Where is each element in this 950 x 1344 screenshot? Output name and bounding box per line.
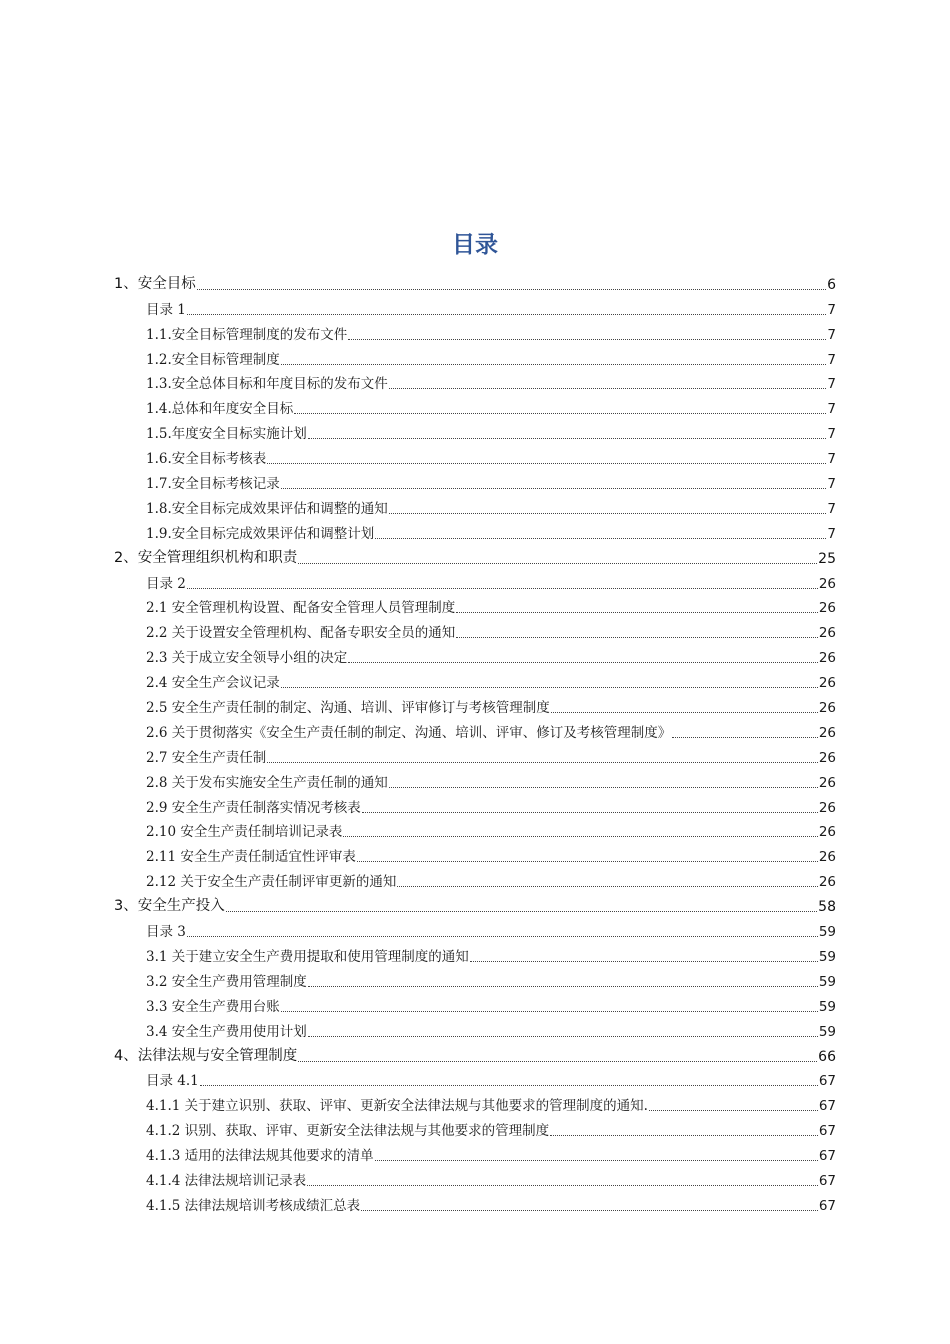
dot-leader xyxy=(389,512,827,514)
dot-leader xyxy=(375,1159,818,1161)
dot-leader xyxy=(550,1134,818,1136)
toc-page-number: 26 xyxy=(818,774,836,791)
toc-page-number: 6 xyxy=(827,276,836,293)
toc-page-number: 26 xyxy=(818,575,836,592)
toc-entry-title: 目录 4.1 xyxy=(146,1073,199,1090)
toc-entry-title: 1.7.安全目标考核记录 xyxy=(146,476,280,493)
toc-page-number: 67 xyxy=(818,1098,836,1115)
toc-page-number: 7 xyxy=(827,525,836,542)
toc-page-number: 7 xyxy=(827,301,836,318)
toc-section-entry[interactable] xyxy=(0,519,950,544)
toc-entry-title: 1.5.年度安全目标实施计划 xyxy=(146,426,307,443)
dot-leader xyxy=(281,487,827,489)
toc-entry-title: 4.1.4 法律法规培训记录表 xyxy=(146,1172,307,1189)
toc-section-entry[interactable] xyxy=(0,1091,950,1116)
dot-leader xyxy=(281,686,818,688)
toc-entry-title: 1.3.安全总体目标和年度目标的发布文件 xyxy=(146,376,388,393)
dot-leader xyxy=(361,1209,818,1211)
toc-entry-title: 1、安全目标 xyxy=(114,275,196,292)
dot-leader xyxy=(187,313,827,315)
toc-entry-title: 1.9.安全目标完成效果评估和调整计划 xyxy=(146,525,375,542)
toc-entry-title: 2.2 关于设置安全管理机构、配备专职安全员的通知 xyxy=(146,625,456,642)
toc-chapter-entry[interactable] xyxy=(0,1042,950,1067)
toc-page-number: 26 xyxy=(818,824,836,841)
toc-page-number: 67 xyxy=(818,1148,836,1165)
toc-section-entry[interactable] xyxy=(0,1017,950,1042)
dot-leader xyxy=(200,1084,818,1086)
toc-page-number: 7 xyxy=(827,376,836,393)
toc-entry-title: 目录 3 xyxy=(146,924,186,941)
toc-entry-title: 1.6.安全目标考核表 xyxy=(146,451,267,468)
toc-section-entry[interactable] xyxy=(0,370,950,395)
toc-chapter-entry[interactable] xyxy=(0,892,950,917)
toc-page-number: 26 xyxy=(818,799,836,816)
toc-page-number: 7 xyxy=(827,476,836,493)
toc-page-number: 26 xyxy=(818,874,836,891)
dot-leader xyxy=(389,387,827,389)
toc-section-entry[interactable] xyxy=(0,668,950,693)
toc-section-entry[interactable] xyxy=(0,1166,950,1191)
toc-section-entry[interactable] xyxy=(0,419,950,444)
toc-page-number: 26 xyxy=(818,724,836,741)
toc-entry-title: 2.6 关于贯彻落实《安全生产责任制的制定、沟通、培训、评审、修订及考核管理制度》 xyxy=(146,724,672,741)
toc-section-entry[interactable] xyxy=(0,917,950,942)
dot-leader xyxy=(357,860,818,862)
toc-page-number: 59 xyxy=(818,973,836,990)
toc-page-number: 26 xyxy=(818,650,836,667)
toc-section-entry[interactable] xyxy=(0,594,950,619)
toc-page-number: 26 xyxy=(818,625,836,642)
toc-entry-title: 4.1.5 法律法规培训考核成绩汇总表 xyxy=(146,1197,361,1214)
toc-entry-title: 2.1 安全管理机构设置、配备安全管理人员管理制度 xyxy=(146,600,456,617)
dot-leader xyxy=(375,537,826,539)
dot-leader xyxy=(362,811,818,813)
dot-leader xyxy=(281,1010,818,1012)
toc-section-entry[interactable] xyxy=(0,842,950,867)
dot-leader xyxy=(456,611,818,613)
toc-section-entry[interactable] xyxy=(0,643,950,668)
toc-page-number: 59 xyxy=(818,948,836,965)
toc-entry-title: 1.8.安全目标完成效果评估和调整的通知 xyxy=(146,500,388,517)
toc-page-number: 7 xyxy=(827,426,836,443)
toc-section-entry[interactable] xyxy=(0,818,950,843)
toc-entry-title: 2.10 安全生产责任制培训记录表 xyxy=(146,824,343,841)
dot-leader xyxy=(551,711,818,713)
toc-section-entry[interactable] xyxy=(0,494,950,519)
dot-leader xyxy=(308,437,827,439)
toc-section-entry[interactable] xyxy=(0,942,950,967)
toc-entry-title: 2、安全管理组织机构和职责 xyxy=(114,549,298,566)
dot-leader xyxy=(389,786,818,788)
toc-section-entry[interactable] xyxy=(0,320,950,345)
toc-page-number: 26 xyxy=(818,700,836,717)
toc-entry-title: 3.2 安全生产费用管理制度 xyxy=(146,973,307,990)
toc-page-number: 67 xyxy=(818,1123,836,1140)
toc-entry-title: 4.1.1 关于建立识别、获取、评审、更新安全法律法规与其他要求的管理制度的通知. xyxy=(146,1098,648,1115)
toc-section-entry[interactable] xyxy=(0,793,950,818)
toc-page-number: 26 xyxy=(818,675,836,692)
toc-section-entry[interactable] xyxy=(0,1116,950,1141)
toc-entry-title: 2.3 关于成立安全领导小组的决定 xyxy=(146,650,348,667)
toc-entry-title: 3.4 安全生产费用使用计划 xyxy=(146,1023,307,1040)
dot-leader xyxy=(348,661,818,663)
dot-leader xyxy=(187,935,818,937)
toc-section-entry[interactable] xyxy=(0,1067,950,1092)
dot-leader xyxy=(298,562,817,564)
toc-entry-title: 2.11 安全生产责任制适宜性评审表 xyxy=(146,849,356,866)
toc-entry-title: 4、法律法规与安全管理制度 xyxy=(114,1047,298,1064)
toc-section-entry[interactable] xyxy=(0,394,950,419)
dot-leader xyxy=(187,587,818,589)
toc-page-number: 58 xyxy=(818,899,836,916)
dot-leader xyxy=(197,288,826,290)
dot-leader xyxy=(456,636,818,638)
toc-section-entry[interactable] xyxy=(0,1141,950,1166)
toc-section-entry[interactable] xyxy=(0,295,950,320)
toc-section-entry[interactable] xyxy=(0,444,950,469)
toc-page-number: 7 xyxy=(827,326,836,343)
toc-section-entry[interactable] xyxy=(0,768,950,793)
toc-entry-title: 4.1.2 识别、获取、评审、更新安全法律法规与其他要求的管理制度 xyxy=(146,1123,550,1140)
toc-page-number: 7 xyxy=(827,500,836,517)
toc-entry-title: 3.3 安全生产费用台账 xyxy=(146,998,280,1015)
dot-leader xyxy=(267,761,818,763)
table-of-contents xyxy=(0,270,950,1216)
toc-section-entry[interactable] xyxy=(0,743,950,768)
dot-leader xyxy=(649,1109,818,1111)
dot-leader xyxy=(308,1035,818,1037)
toc-section-entry[interactable] xyxy=(0,618,950,643)
toc-entry-title: 1.2.安全目标管理制度 xyxy=(146,351,280,368)
dot-leader xyxy=(298,1060,817,1062)
dot-leader xyxy=(267,462,826,464)
toc-page-number: 26 xyxy=(818,849,836,866)
toc-page-number: 7 xyxy=(827,351,836,368)
page-title: 目录 xyxy=(452,232,498,258)
toc-entry-title: 2.5 安全生产责任制的制定、沟通、培训、评审修订与考核管理制度 xyxy=(146,700,550,717)
toc-page-number: 66 xyxy=(818,1048,836,1065)
toc-entry-title: 1.1.安全目标管理制度的发布文件 xyxy=(146,326,348,343)
toc-entry-title: 1.4.总体和年度安全目标 xyxy=(146,401,294,418)
toc-section-entry[interactable] xyxy=(0,992,950,1017)
toc-page-number: 26 xyxy=(818,749,836,766)
toc-page-number: 59 xyxy=(818,924,836,941)
toc-chapter-entry[interactable] xyxy=(0,544,950,569)
dot-leader xyxy=(307,1184,818,1186)
toc-section-entry[interactable] xyxy=(0,1191,950,1216)
toc-entry-title: 2.7 安全生产责任制 xyxy=(146,749,267,766)
toc-entry-title: 2.4 安全生产会议记录 xyxy=(146,675,280,692)
dot-leader xyxy=(672,736,818,738)
toc-section-entry[interactable] xyxy=(0,345,950,370)
toc-page-number: 67 xyxy=(818,1073,836,1090)
toc-page-number: 25 xyxy=(818,550,836,567)
toc-section-entry[interactable] xyxy=(0,569,950,594)
dot-leader xyxy=(226,910,817,912)
toc-section-entry[interactable] xyxy=(0,693,950,718)
toc-entry-title: 目录 1 xyxy=(146,301,186,318)
toc-page-number: 7 xyxy=(827,451,836,468)
dot-leader xyxy=(348,338,826,340)
dot-leader xyxy=(294,412,826,414)
toc-entry-title: 2.8 关于发布实施安全生产责任制的通知 xyxy=(146,774,388,791)
dot-leader xyxy=(397,885,817,887)
dot-leader xyxy=(281,363,827,365)
toc-section-entry[interactable] xyxy=(0,867,950,892)
toc-section-entry[interactable] xyxy=(0,469,950,494)
toc-page-number: 67 xyxy=(818,1197,836,1214)
toc-chapter-entry[interactable] xyxy=(0,270,950,295)
toc-section-entry[interactable] xyxy=(0,718,950,743)
toc-page-number: 59 xyxy=(818,1023,836,1040)
toc-entry-title: 2.12 关于安全生产责任制评审更新的通知 xyxy=(146,874,397,891)
toc-entry-title: 3、安全生产投入 xyxy=(114,898,225,915)
toc-entry-title: 目录 2 xyxy=(146,575,186,592)
toc-page-number: 26 xyxy=(818,600,836,617)
dot-leader xyxy=(470,960,818,962)
toc-page-number: 59 xyxy=(818,998,836,1015)
toc-entry-title: 2.9 安全生产责任制落实情况考核表 xyxy=(146,799,361,816)
toc-entry-title: 3.1 关于建立安全生产费用提取和使用管理制度的通知 xyxy=(146,948,469,965)
toc-page-number: 7 xyxy=(827,401,836,418)
toc-entry-title: 4.1.3 适用的法律法规其他要求的清单 xyxy=(146,1148,374,1165)
dot-leader xyxy=(343,835,817,837)
toc-section-entry[interactable] xyxy=(0,967,950,992)
dot-leader xyxy=(308,985,818,987)
toc-page-number: 67 xyxy=(818,1172,836,1189)
